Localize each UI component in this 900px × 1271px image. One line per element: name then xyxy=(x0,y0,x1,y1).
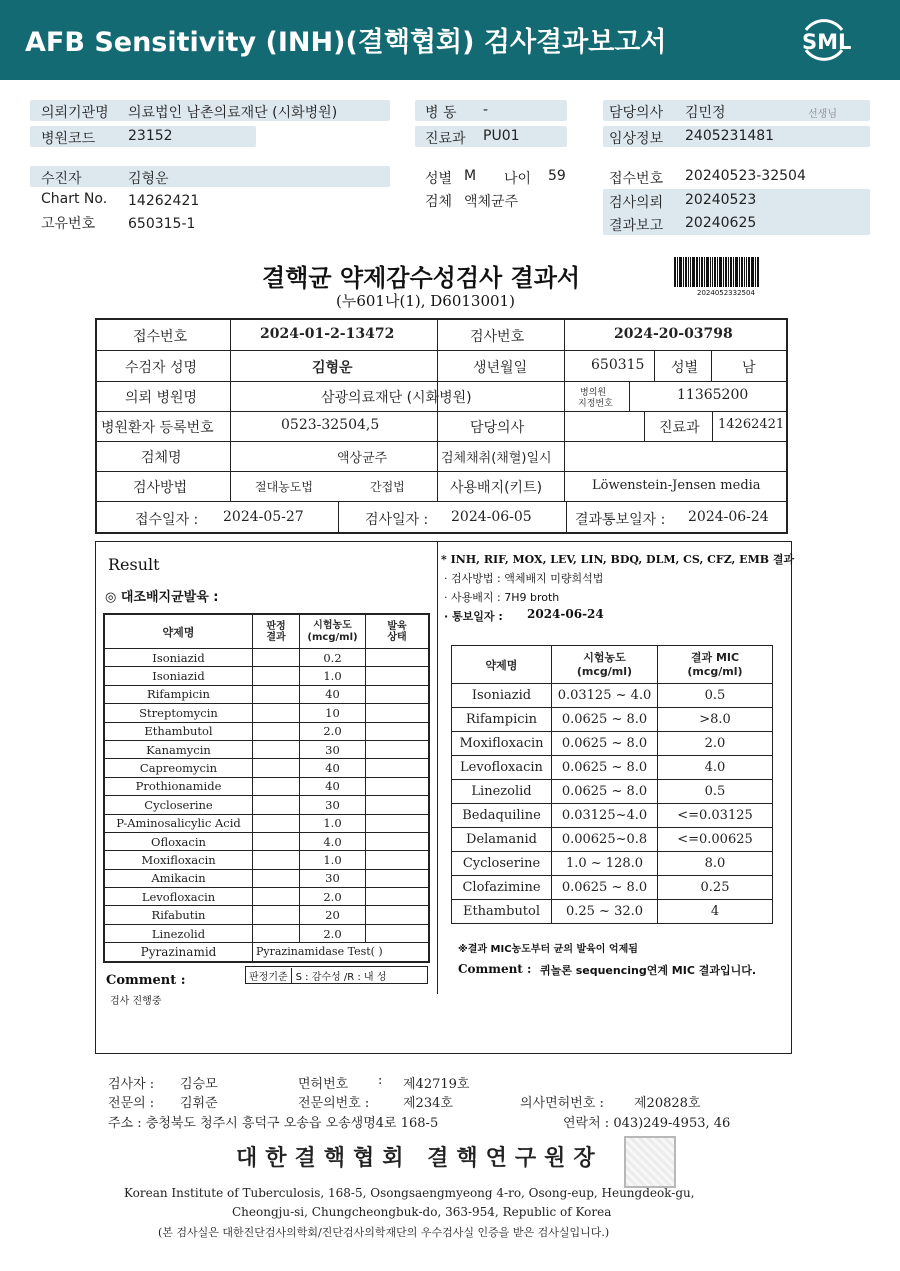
mic-col-drug: 약제명 xyxy=(452,646,552,684)
test-no-value: 2024-20-03798 xyxy=(614,326,733,342)
drug-name: Levofloxacin xyxy=(105,888,253,906)
ward-value: - xyxy=(483,102,489,118)
tester-label: 검사자 : xyxy=(108,1077,155,1092)
specimen-name-label: 검체명 xyxy=(141,450,182,466)
method-value-2: 간접법 xyxy=(370,480,405,494)
clinical-value: 2405231481 xyxy=(685,128,775,144)
drug-name: Rifabutin xyxy=(105,906,253,924)
judgment-cell xyxy=(253,888,300,906)
en-address-1: Korean Institute of Tuberculosis, 168-5, Osongsaengmyeong 4-ro, Osong-eup, Heungdeok-gu, xyxy=(124,1186,695,1200)
birthdate-label: 생년월일 xyxy=(473,360,528,376)
drug-name: Prothionamide xyxy=(105,777,253,795)
mic-range: 0.0625 ~ 8.0 xyxy=(552,732,658,756)
chart-label: Chart No. xyxy=(41,191,108,207)
judgment-cell xyxy=(253,832,300,850)
mic-result: <=0.03125 xyxy=(658,804,773,828)
test-date-label: 검사일자 : xyxy=(365,512,429,528)
official-seal-icon xyxy=(624,1136,676,1188)
judgment-cell xyxy=(253,685,300,703)
report-title: AFB Sensitivity (INH)(결핵협회) 검사결과보고서 xyxy=(25,27,667,58)
table-row xyxy=(452,804,773,828)
col-concentration: 시험농도 (mcg/ml) xyxy=(300,615,366,649)
concentration: 1.0 xyxy=(300,851,366,869)
drug-name: Rifampicin xyxy=(105,685,253,703)
judgment-cell xyxy=(253,851,300,869)
birthdate-value: 650315 xyxy=(591,357,645,373)
table-row xyxy=(105,796,429,814)
mic-drug-name: Ethambutol xyxy=(452,900,552,924)
concentration: 40 xyxy=(300,759,366,777)
judgment-cell xyxy=(253,906,300,924)
table-row xyxy=(105,777,429,795)
certification-note: (본 검사실은 대한진단검사의학회/진단검사의학재단의 우수검사실 인증을 받은 검사실입니다.) xyxy=(158,1226,610,1239)
mic-drug-name: Cycloserine xyxy=(452,852,552,876)
judgment-cell xyxy=(253,704,300,722)
mic-range: 0.03125 ~ 4.0 xyxy=(552,684,658,708)
concentration: 0.2 xyxy=(300,649,366,667)
table-row xyxy=(105,924,429,942)
pza-drug: Pyrazinamid xyxy=(105,943,253,961)
drug-name: Moxifloxacin xyxy=(105,851,253,869)
method-label: 검사방법 xyxy=(133,480,188,496)
mic-result: <=0.00625 xyxy=(658,828,773,852)
drug-name: Amikacin xyxy=(105,869,253,887)
drug-name: Cycloserine xyxy=(105,796,253,814)
clinic-label-1: 병의원 xyxy=(580,388,607,398)
tester-value: 김승모 xyxy=(180,1077,218,1092)
table-row xyxy=(452,708,773,732)
mic-result: 0.5 xyxy=(658,780,773,804)
table-row xyxy=(105,649,429,667)
doctor-suffix: 선생님 xyxy=(808,109,837,120)
department-label: 진료과 xyxy=(659,420,700,436)
address: 주소 : 충청북도 청주시 흥덕구 오송읍 오송생명4로 168-5 xyxy=(108,1116,439,1131)
mic-col-range: 시험농도 (mcg/ml) xyxy=(552,646,658,684)
judgment-cell xyxy=(253,777,300,795)
mic-drug-name: Moxifloxacin xyxy=(452,732,552,756)
mic-drug-name: Isoniazid xyxy=(452,684,552,708)
col-growth: 발육 상태 xyxy=(366,615,429,649)
judgment-cell xyxy=(253,722,300,740)
mic-drug-name: Levofloxacin xyxy=(452,756,552,780)
patient-bar xyxy=(30,166,390,187)
ward-label: 병 동 xyxy=(425,105,457,121)
doc-license-value: 제20828호 xyxy=(634,1096,701,1111)
test-no-label: 검사번호 xyxy=(470,329,525,345)
contact: 연락처 : 043)249-4953, 46 xyxy=(563,1116,731,1131)
table-row xyxy=(105,685,429,703)
request-value: 20240523 xyxy=(685,192,757,208)
right-date-value: 2024-06-24 xyxy=(527,607,604,621)
growth-cell xyxy=(366,924,429,942)
specialist-value: 김휘준 xyxy=(180,1096,218,1111)
sex-value: M xyxy=(464,168,477,184)
mic-result: >8.0 xyxy=(658,708,773,732)
mic-range: 0.03125~4.0 xyxy=(552,804,658,828)
dept-label: 진료과 xyxy=(425,131,466,147)
judgment-cell xyxy=(253,759,300,777)
mic-drug-name: Rifampicin xyxy=(452,708,552,732)
mic-result: 4.0 xyxy=(658,756,773,780)
report-value: 20240625 xyxy=(685,215,757,231)
pza-test: Pyrazinamidase Test( ) xyxy=(253,943,429,961)
concentration: 2.0 xyxy=(300,722,366,740)
col-judgment: 판정 결과 xyxy=(253,615,300,649)
judgment-cell xyxy=(253,814,300,832)
growth-cell xyxy=(366,740,429,758)
receipt-value: 20240523-32504 xyxy=(685,168,806,184)
table-row xyxy=(105,869,429,887)
patient-reg-value: 0523-32504,5 xyxy=(281,417,380,433)
dept-value: PU01 xyxy=(483,128,520,144)
growth-cell xyxy=(366,777,429,795)
sex-label: 성별 xyxy=(425,171,453,187)
mic-result: 4 xyxy=(658,900,773,924)
patient-reg-label: 병원환자 등록번호 xyxy=(101,420,214,436)
mic-range: 0.0625 ~ 8.0 xyxy=(552,876,658,900)
mic-result: 0.25 xyxy=(658,876,773,900)
right-method: · 검사방법 : 액체배지 미량희석법 xyxy=(444,572,604,585)
mic-range: 0.0625 ~ 8.0 xyxy=(552,708,658,732)
report-header xyxy=(0,0,900,80)
logo-text: SML xyxy=(802,30,852,54)
mic-col-result: 결과 MIC (mcg/ml) xyxy=(658,646,773,684)
media-label: 사용배지(키트) xyxy=(450,480,543,496)
notify-date-label: 결과통보일자 : xyxy=(575,512,666,528)
concentration: 40 xyxy=(300,685,366,703)
concentration: 4.0 xyxy=(300,832,366,850)
judgment-cell xyxy=(253,649,300,667)
drug-name: Linezolid xyxy=(105,924,253,942)
growth-cell xyxy=(366,869,429,887)
growth-cell xyxy=(366,851,429,869)
mic-drug-name: Bedaquiline xyxy=(452,804,552,828)
growth-cell xyxy=(366,888,429,906)
receipt-date-value: 2024-05-27 xyxy=(223,509,304,525)
license-value: 제42719호 xyxy=(403,1077,470,1092)
drug-name: Ethambutol xyxy=(105,722,253,740)
specialist-label: 전문의 : xyxy=(108,1096,155,1111)
judgment-cell xyxy=(253,869,300,887)
growth-cell xyxy=(366,704,429,722)
absolute-method-table xyxy=(103,613,430,963)
table-row xyxy=(452,852,773,876)
chart-value: 14262421 xyxy=(128,193,200,209)
criteria-box xyxy=(245,966,428,984)
drug-name: Isoniazid xyxy=(105,667,253,685)
mic-drug-name: Linezolid xyxy=(452,780,552,804)
judgment-cell xyxy=(253,796,300,814)
drug-name: Streptomycin xyxy=(105,704,253,722)
attending-label: 담당의사 xyxy=(470,420,525,436)
growth-cell xyxy=(366,759,429,777)
right-media: · 사용배지 : 7H9 broth xyxy=(444,591,560,604)
doc-license-label: 의사면허번호 : xyxy=(520,1096,604,1111)
concentration: 1.0 xyxy=(300,667,366,685)
unique-value: 650315-1 xyxy=(128,216,196,232)
concentration: 2.0 xyxy=(300,924,366,942)
test-date-value: 2024-06-05 xyxy=(451,509,532,525)
table-row xyxy=(452,684,773,708)
right-comment-label: Comment : xyxy=(458,962,532,976)
license-label: 면허번호 xyxy=(298,1077,349,1092)
media-value: Löwenstein-Jensen media xyxy=(592,478,761,493)
table-row xyxy=(452,756,773,780)
concentration: 30 xyxy=(300,740,366,758)
concentration: 2.0 xyxy=(300,888,366,906)
age-value: 59 xyxy=(548,168,566,184)
patient-label: 수진자 xyxy=(41,171,82,187)
spec-no-value: 제234호 xyxy=(403,1096,453,1111)
growth-cell xyxy=(366,667,429,685)
specimen-label: 검체 xyxy=(425,194,453,210)
judgment-cell xyxy=(253,924,300,942)
doctor-label: 담당의사 xyxy=(609,105,664,121)
mic-range: 0.0625 ~ 8.0 xyxy=(552,780,658,804)
unique-label: 고유번호 xyxy=(41,216,96,232)
specimen-name-value: 액상균주 xyxy=(337,451,388,466)
col-drug: 약제명 xyxy=(105,615,253,649)
drug-name: Kanamycin xyxy=(105,740,253,758)
right-date-label: · 통보일자 : xyxy=(444,610,503,623)
mic-result: 0.5 xyxy=(658,684,773,708)
table-row xyxy=(452,876,773,900)
patient-value: 김형운 xyxy=(128,171,169,187)
comment-label: Comment : xyxy=(106,973,186,988)
table-row xyxy=(105,888,429,906)
specimen-value: 액체균주 xyxy=(464,194,519,210)
table-row xyxy=(452,900,773,924)
examinee-name-value: 김형운 xyxy=(312,360,353,376)
examinee-name-label: 수검자 성명 xyxy=(125,360,198,376)
criteria-label: 판정기준 xyxy=(246,968,292,983)
judgment-cell xyxy=(253,740,300,758)
mic-note: ※결과 MIC농도부터 균의 발육이 억제됨 xyxy=(458,944,638,955)
notify-date-value: 2024-06-24 xyxy=(688,509,769,525)
growth-cell xyxy=(366,722,429,740)
concentration: 20 xyxy=(300,906,366,924)
mic-drug-name: Clofazimine xyxy=(452,876,552,900)
en-address-2: Cheongju-si, Chungcheongbuk-do, 363-954, Republic of Korea xyxy=(232,1205,612,1219)
mic-range: 1.0 ~ 128.0 xyxy=(552,852,658,876)
growth-cell xyxy=(366,649,429,667)
mic-range: 0.25 ~ 32.0 xyxy=(552,900,658,924)
drug-name: Isoniazid xyxy=(105,649,253,667)
judgment-cell xyxy=(253,667,300,685)
growth-cell xyxy=(366,832,429,850)
concentration: 40 xyxy=(300,777,366,795)
barcode-icon xyxy=(674,257,774,287)
institution-value: 의료법인 남촌의료재단 (시화병원) xyxy=(128,105,338,121)
concentration: 30 xyxy=(300,869,366,887)
clinical-label: 임상정보 xyxy=(609,131,664,147)
drug-name: P-Aminosalicylic Acid xyxy=(105,814,253,832)
collection-date-label: 검체채취(채혈)일시 xyxy=(441,451,552,466)
director-title: 대한결핵협회 결핵연구원장 xyxy=(236,1145,603,1171)
table-row xyxy=(105,704,429,722)
receipt-label: 접수번호 xyxy=(609,171,664,187)
mic-result: 8.0 xyxy=(658,852,773,876)
hospital-value: 삼광의료재단 (시화병원) xyxy=(321,390,472,406)
doctor-value: 김민정 xyxy=(685,105,726,121)
table-row xyxy=(105,667,429,685)
hospital-label: 의뢰 병원명 xyxy=(125,390,198,406)
mic-range: 0.0625 ~ 8.0 xyxy=(552,756,658,780)
gender-value: 남 xyxy=(742,360,756,376)
doc-title: 결핵균 약제감수성검사 결과서 xyxy=(262,264,581,292)
clinic-label-2: 지정번호 xyxy=(578,399,613,409)
mic-result: 2.0 xyxy=(658,732,773,756)
criteria-value: S : 감수성 /R : 내 성 xyxy=(295,971,387,983)
growth-cell xyxy=(366,906,429,924)
department-value: 14262421 xyxy=(718,417,785,432)
table-row xyxy=(105,759,429,777)
table-row xyxy=(452,732,773,756)
hosp-code-value: 23152 xyxy=(128,128,173,144)
concentration: 30 xyxy=(300,796,366,814)
spec-no-label: 전문의번호 : xyxy=(298,1096,370,1111)
concentration: 1.0 xyxy=(300,814,366,832)
request-label: 검사의뢰 xyxy=(609,195,664,211)
mic-drug-name: Delamanid xyxy=(452,828,552,852)
report-label: 결과보고 xyxy=(609,218,664,234)
comment-value: 검사 진행중 xyxy=(110,996,162,1007)
receipt-no-value: 2024-01-2-13472 xyxy=(260,326,395,342)
drug-name: Ofloxacin xyxy=(105,832,253,850)
table-row xyxy=(105,722,429,740)
table-row xyxy=(105,740,429,758)
growth-cell xyxy=(366,685,429,703)
drug-name: Capreomycin xyxy=(105,759,253,777)
concentration: 10 xyxy=(300,704,366,722)
method-value-1: 절대농도법 xyxy=(255,480,313,494)
growth-cell xyxy=(366,814,429,832)
hosp-code-label: 병원코드 xyxy=(41,131,96,147)
right-comment-value: 퀴놀론 sequencing연계 MIC 결과입니다. xyxy=(540,964,757,977)
receipt-no-label: 접수번호 xyxy=(133,329,188,345)
doc-subtitle: (누601나(1), D6013001) xyxy=(336,292,515,310)
table-row xyxy=(105,851,429,869)
gender-label: 성별 xyxy=(671,360,699,376)
table-row xyxy=(452,780,773,804)
growth-title: ◎ 대조배지균발육 : xyxy=(105,590,219,605)
receipt-date-label: 접수일자 : xyxy=(135,512,199,528)
table-row xyxy=(105,814,429,832)
clinic-no-value: 11365200 xyxy=(677,387,749,403)
institution-label: 의뢰기관명 xyxy=(41,105,109,121)
right-note: * INH, RIF, MOX, LEV, LIN, BDQ, DLM, CS, CFZ, EMB 결과 xyxy=(441,553,795,566)
mic-range: 0.00625~0.8 xyxy=(552,828,658,852)
table-row xyxy=(452,828,773,852)
table-row xyxy=(105,906,429,924)
growth-cell xyxy=(366,796,429,814)
result-title: Result xyxy=(108,555,160,574)
mic-result-table xyxy=(451,645,773,924)
barcode-number: 2024052332504 xyxy=(697,289,755,297)
age-label: 나이 xyxy=(504,171,532,187)
table-row xyxy=(105,832,429,850)
specimen-info-table xyxy=(95,318,788,534)
